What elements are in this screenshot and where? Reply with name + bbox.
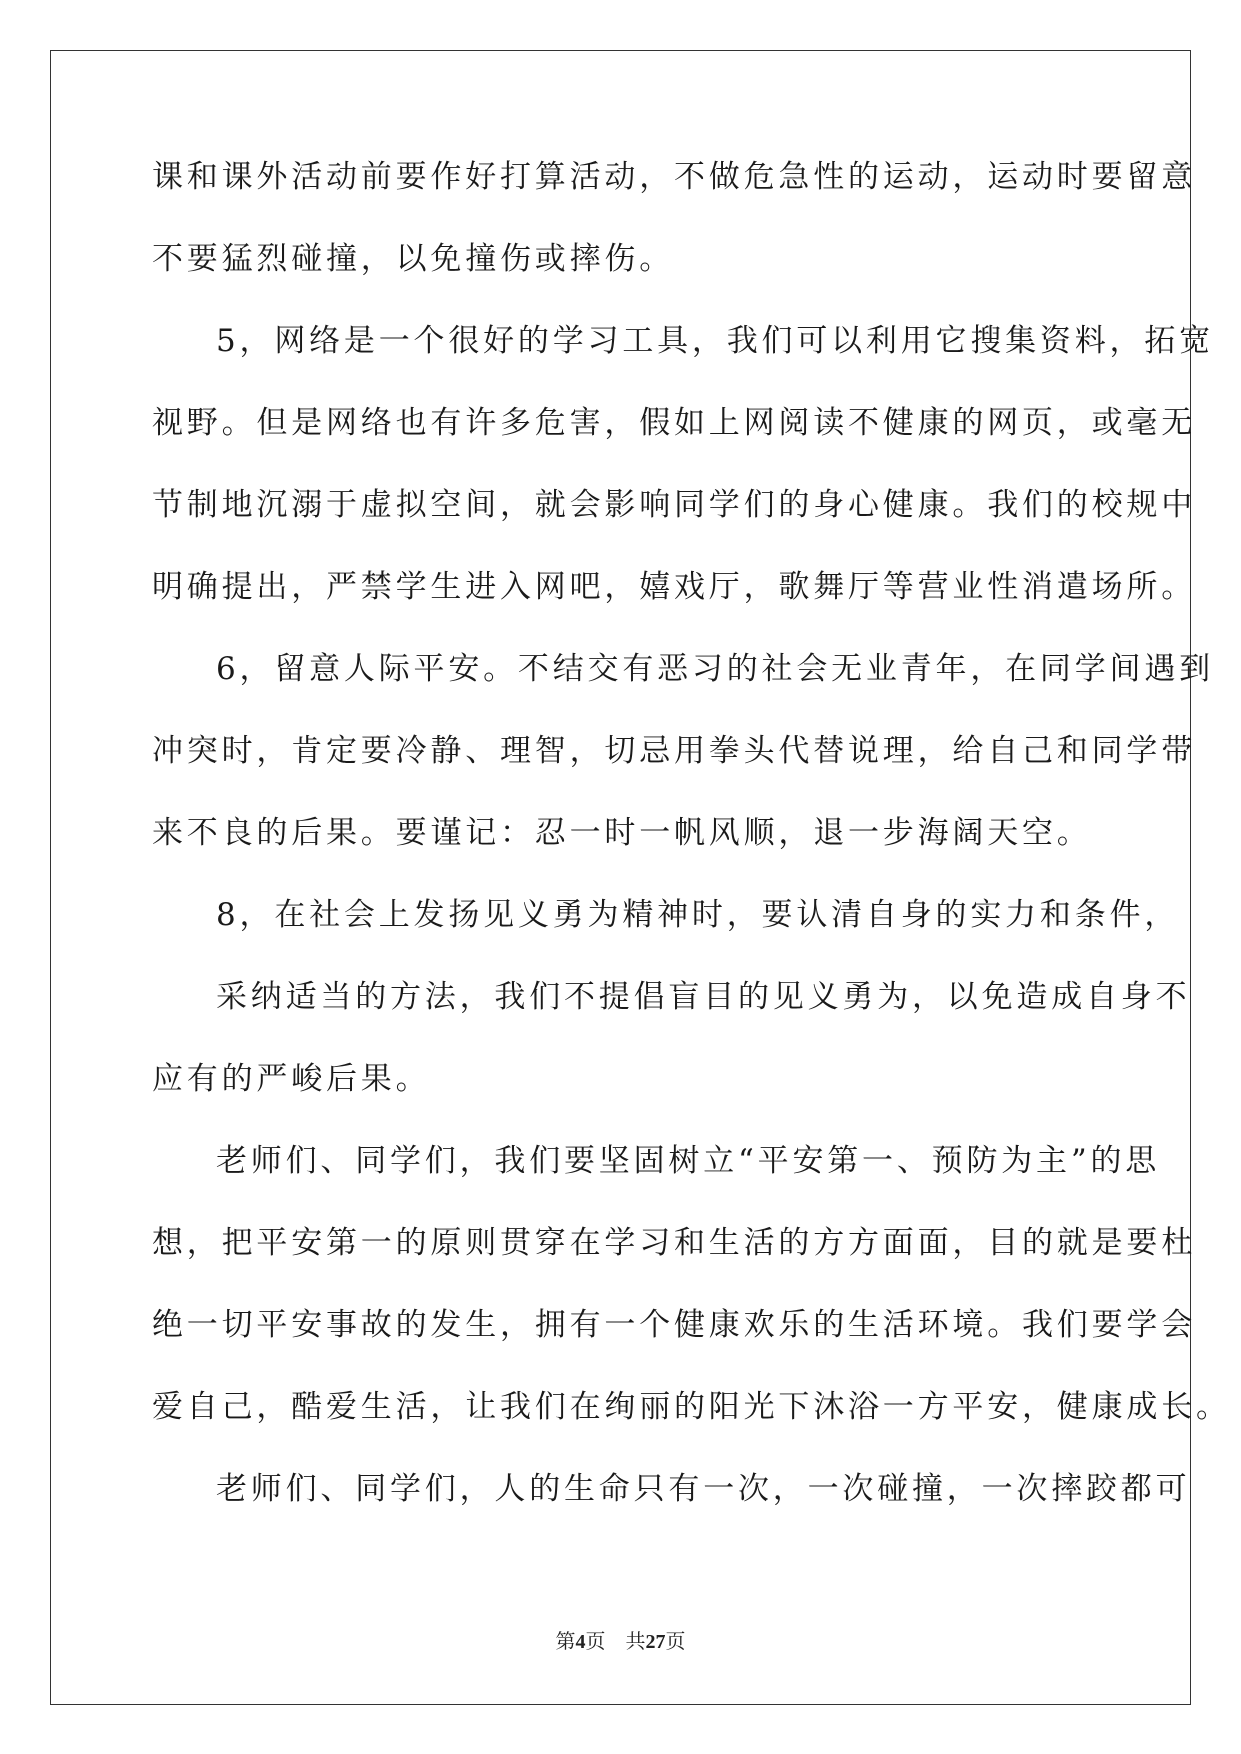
page-prefix: 第 [555, 1631, 576, 1653]
total-suffix: 页 [665, 1631, 686, 1653]
paragraph-start-line: 8，在社会上发扬见义勇为精神时，要认清自身的实力和条件， [216, 897, 1180, 933]
paragraph-start-line: 采纳适当的方法，我们不提倡盲目的见义勇为，以免造成自身不 [216, 979, 1191, 1015]
paragraph-start-line: 老师们、同学们，我们要坚固树立“平安第一、预防为主”的思 [216, 1143, 1161, 1179]
text-line: 课和课外活动前要作好打算活动，不做危急性的运动，运动时要留意 [152, 159, 1196, 195]
page-suffix: 页 [585, 1631, 606, 1653]
text-line: 想，把平安第一的原则贯穿在学习和生活的方方面面，目的就是要杜 [152, 1225, 1196, 1261]
paragraph-start-line: 5，网络是一个很好的学习工具，我们可以利用它搜集资料，拓宽 [216, 323, 1214, 359]
text-line: 视野。但是网络也有许多危害，假如上网阅读不健康的网页，或毫无 [152, 405, 1196, 441]
text-line: 绝一切平安事故的发生，拥有一个健康欢乐的生活环境。我们要学会 [152, 1307, 1196, 1343]
text-line: 明确提出，严禁学生进入网吧，嬉戏厅，歌舞厅等营业性消遣场所。 [152, 569, 1196, 605]
text-line: 来不良的后果。要谨记：忍一时一帆风顺，退一步海阔天空。 [152, 815, 1092, 851]
text-line: 节制地沉溺于虚拟空间，就会影响同学们的身心健康。我们的校规中 [152, 487, 1196, 523]
document-body [152, 157, 1231, 1551]
total-pages: 27 [645, 1631, 666, 1653]
text-line: 不要猛烈碰撞，以免撞伤或摔伤。 [152, 241, 674, 277]
paragraph-start-line: 6，留意人际平安。不结交有恶习的社会无业青年，在同学间遇到 [216, 651, 1214, 687]
page-number: 4 [575, 1631, 586, 1653]
text-line: 冲突时，肯定要冷静、理智，切忌用拳头代替说理，给自己和同学带 [152, 733, 1196, 769]
total-prefix: 共 [625, 1631, 646, 1653]
page-footer [0, 1630, 1241, 1654]
text-line: 应有的严峻后果。 [152, 1061, 431, 1097]
text-line: 爱自己，酷爱生活，让我们在绚丽的阳光下沐浴一方平安，健康成长。 [152, 1389, 1231, 1425]
paragraph-start-line: 老师们、同学们，人的生命只有一次，一次碰撞，一次摔跤都可 [216, 1471, 1191, 1507]
